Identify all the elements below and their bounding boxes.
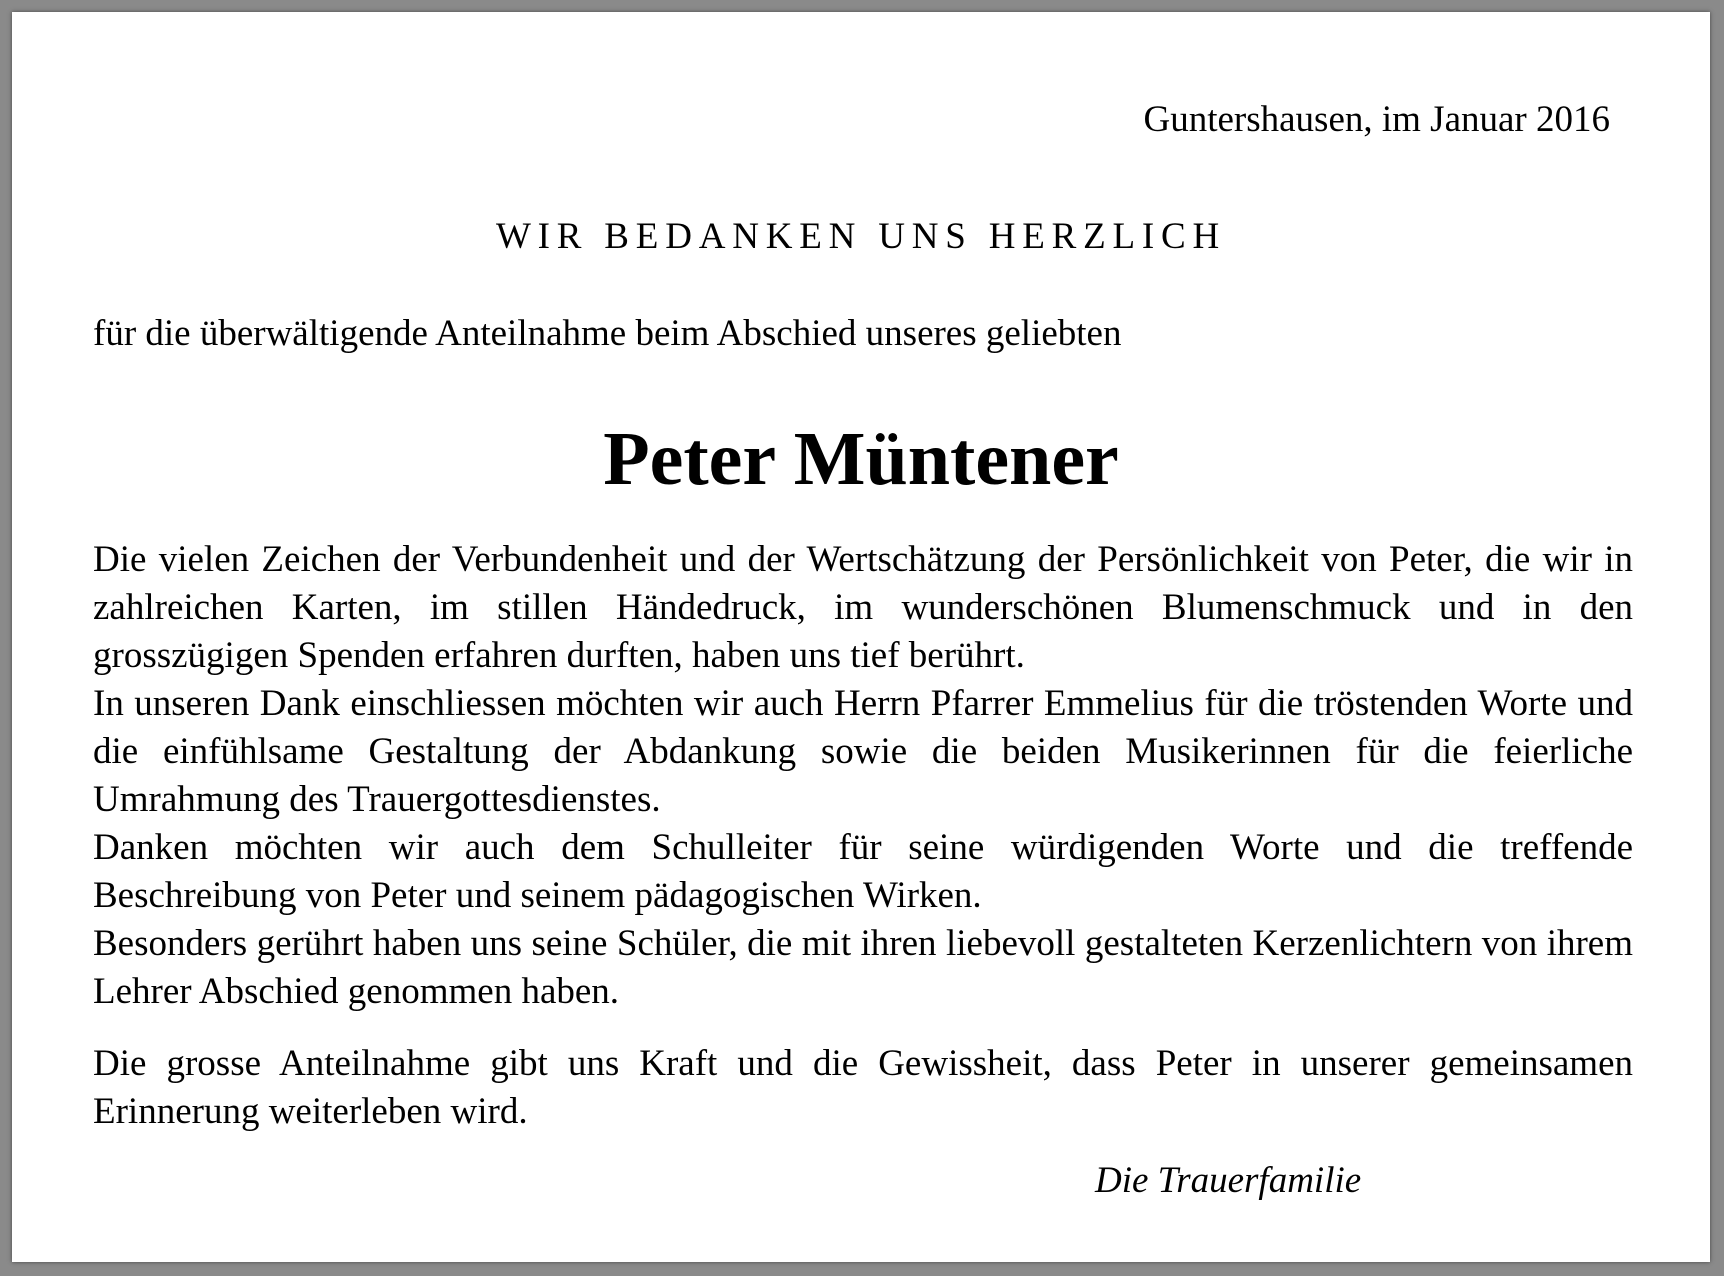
paragraph-headmaster: Danken möchten wir auch dem Schulleiter für seine würdigenden Worte und die treffende Beschreibung von Peter und seinem pädagogischen Wirken.: [93, 827, 1633, 916]
deceased-name: Peter Müntener: [603, 417, 1119, 501]
thank-you-notice: [12, 12, 1710, 1262]
place-date: Guntershausen, im Januar 2016: [1143, 99, 1610, 140]
closing-text: [93, 1040, 1633, 1136]
paragraph-closing: Die grosse Anteilnahme gibt uns Kraft und die Gewissheit, dass Peter in unserer gemeinsamen Erinnerung weiterleben wird.: [93, 1043, 1633, 1132]
signature: Die Trauerfamilie: [1095, 1160, 1362, 1201]
paragraph-students: Besonders gerührt haben uns seine Schüler, die mit ihren liebevoll gestalteten Kerzenlichtern von ihrem Lehrer Abschied genommen haben.: [93, 923, 1633, 1012]
intro-line: für die überwältigende Anteilnahme beim Abschied unseres geliebten: [93, 313, 1122, 354]
notice-heading: WIR BEDANKEN UNS HERZLICH: [495, 216, 1227, 257]
paragraph-pastor: In unseren Dank einschliessen möchten wir auch Herrn Pfarrer Emmelius für die tröstenden Worte und die einfühlsame Gestaltung der Abdankung sowie die beiden Musikerinnen für die feierliche Umrahmung des Trauergottesdienstes.: [93, 683, 1633, 820]
paragraph-condolences: Die vielen Zeichen der Verbundenheit und der Wertschätzung der Persönlichkeit von Peter, die wir in zahlreichen Karten, im stillen Händedruck, im wunderschönen Blumenschmuck und in den grosszügigen Spenden erfahren durften, haben uns tief berührt.: [93, 539, 1633, 676]
thank-you-text: [93, 536, 1633, 1016]
